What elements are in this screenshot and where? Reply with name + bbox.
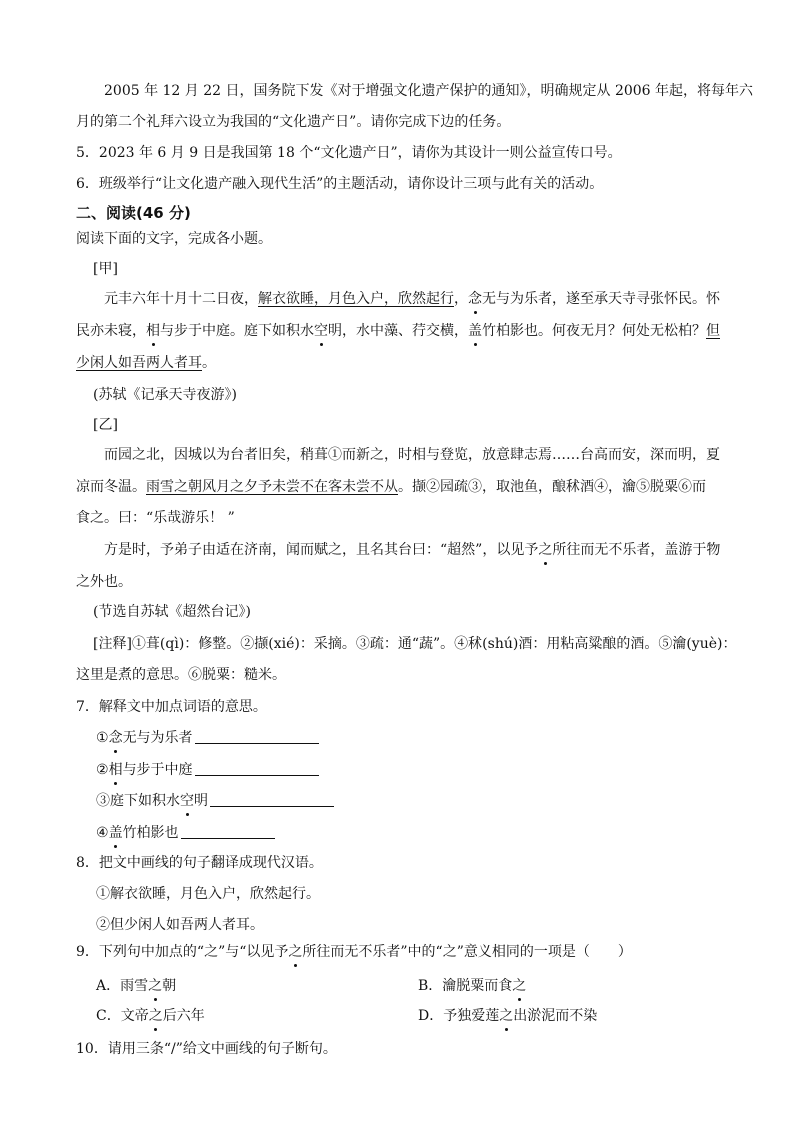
passage-yi-label: [乙] bbox=[93, 417, 118, 433]
answer-blank-1[interactable] bbox=[195, 727, 319, 744]
text-run: B．瀹脱粟而食 bbox=[418, 978, 513, 994]
text-run: 园疏 bbox=[440, 479, 468, 495]
text-run: 所往而无不乐者，盖游于物 bbox=[552, 542, 721, 558]
note-marker-2: ② bbox=[426, 479, 440, 495]
underlined-sentence-3: 雨雪之朝风月之夕予未尝不在客未尝不从 bbox=[146, 479, 398, 495]
section-2-instruction: 阅读下面的文字，完成各小题。 bbox=[76, 231, 272, 247]
note-marker-3: ③ bbox=[468, 479, 482, 495]
question-7-item-1 bbox=[96, 727, 319, 748]
option-a[interactable] bbox=[96, 976, 176, 996]
passage-jia-line-1 bbox=[104, 289, 720, 309]
text-run: 庭下如积水 bbox=[110, 793, 180, 809]
question-10: 10．请用三条“/”给文中画线的句子断句。 bbox=[76, 1041, 337, 1057]
text-run: 竹柏影也 bbox=[122, 825, 179, 841]
text-run: 而 bbox=[692, 479, 706, 495]
passage-jia-line-3 bbox=[76, 353, 216, 373]
answer-blank-2[interactable] bbox=[195, 759, 319, 776]
passage-yi-line-3: 食之。曰：“乐哉游乐！ ” bbox=[76, 510, 235, 526]
text-run: 无与为乐者，遂至承天寺寻张怀民。怀 bbox=[482, 291, 720, 307]
text-run: ，取池鱼，酿秫酒 bbox=[482, 479, 594, 495]
dotted-word-zhi: 之 bbox=[288, 944, 303, 960]
answer-blank-3[interactable] bbox=[210, 790, 334, 807]
text-run: 后六年 bbox=[162, 1008, 205, 1024]
text-run: 朝 bbox=[162, 978, 177, 994]
passage-yi-line-1 bbox=[104, 445, 720, 465]
answer-blank-4[interactable] bbox=[181, 822, 275, 839]
text-run: 方是时，予弟子由适在济南，闻而赋之，且名其台曰：“超然”，以见予 bbox=[104, 542, 539, 558]
text-run: 与步于中庭 bbox=[122, 762, 193, 778]
text-run: 无与为乐者 bbox=[122, 730, 193, 746]
text-run: 竹柏影也。何夜无月？何处无松柏？ bbox=[482, 323, 706, 339]
text-run: 明，水中藻、荇交横， bbox=[328, 323, 468, 339]
text-run: 而新之，时相与登览，放意肆志焉……台高而安，深而明，夏 bbox=[342, 447, 720, 463]
passage-yi-line-4 bbox=[104, 540, 720, 560]
question-8-sentence-2: ②但少闲人如吾两人者耳。 bbox=[96, 917, 264, 933]
dotted-word: 相 bbox=[108, 762, 123, 778]
underlined-sentence-2: 少闲人如吾两人者耳 bbox=[76, 355, 202, 371]
text-run: ， bbox=[454, 291, 468, 307]
section-2-title: 二、阅读(46 分) bbox=[76, 204, 191, 222]
dotted-word: 盖 bbox=[108, 825, 123, 841]
text-run: 而园之北，因城以为台者旧矣，稍葺 bbox=[104, 447, 328, 463]
dotted-word-kong: 空 bbox=[314, 323, 328, 339]
dotted-word-gai: 盖 bbox=[468, 323, 482, 339]
option-d[interactable] bbox=[418, 1006, 597, 1026]
item-number: ② bbox=[96, 762, 109, 778]
option-c[interactable] bbox=[96, 1006, 205, 1026]
dotted-word-zhi: 之 bbox=[148, 978, 163, 994]
question-7-item-4 bbox=[96, 822, 275, 843]
question-7-stem: 7．解释文中加点词语的意思。 bbox=[76, 699, 267, 715]
text-run: 明 bbox=[194, 793, 208, 809]
text-run: C．文帝 bbox=[96, 1008, 149, 1024]
intro-line-1: 2005 年 12 月 22 日，国务院下发《对于增强文化遗产保护的通知》，明确规定从 2006 年起，将每年六 bbox=[104, 83, 754, 99]
dotted-word: 念 bbox=[108, 730, 123, 746]
passage-jia-source: (苏轼《记承天寺夜游》) bbox=[93, 387, 237, 403]
intro-line-2: 月的第二个礼拜六设立为我国的“文化遗产日”。请你完成下边的任务。 bbox=[76, 114, 511, 130]
item-number: ④ bbox=[96, 825, 109, 841]
note-marker-4: ④ bbox=[594, 479, 608, 495]
question-8-sentence-1: ①解衣欲睡，月色入户，欣然起行。 bbox=[96, 886, 320, 902]
text-run: 9．下列句中加点的“之”与“以见予 bbox=[76, 944, 289, 960]
text-run: 元丰六年十月十二日夜， bbox=[104, 291, 258, 307]
text-run: 出淤泥而不染 bbox=[513, 1008, 598, 1024]
notes-line-2: 这里是煮的意思。⑥脱粟：糙米。 bbox=[76, 667, 286, 683]
notes-line-1: [注释]①葺(qì)：修整。②撷(xié)：采摘。③疏：通“蔬”。④秫(shú)酒：用粘高粱酿的酒。⑤瀹(yuè)： bbox=[93, 636, 737, 652]
underlined-sentence-2-start: 但 bbox=[706, 323, 720, 339]
text-run: 凉而冬温。 bbox=[76, 479, 146, 495]
underlined-sentence-1: 解衣欲睡，月色入户，欣然起行 bbox=[258, 291, 454, 307]
note-marker-6: ⑥ bbox=[678, 479, 692, 495]
dotted-word-zhi: 之 bbox=[148, 1008, 163, 1024]
text-run: 所往而无不乐者”中的“之”意义相同的一项是（ ） bbox=[302, 944, 632, 960]
dotted-word-nian: 念 bbox=[468, 291, 482, 307]
text-run: A．雨雪 bbox=[96, 978, 149, 994]
option-b[interactable] bbox=[418, 976, 526, 996]
dotted-word-zhi: 之 bbox=[538, 542, 553, 558]
passage-jia-label: [甲] bbox=[93, 261, 118, 277]
text-run: 脱粟 bbox=[650, 479, 678, 495]
note-marker-1: ① bbox=[328, 447, 342, 463]
text-run: D．予独爱莲 bbox=[418, 1008, 500, 1024]
question-7-item-2 bbox=[96, 759, 319, 780]
dotted-word-zhi: 之 bbox=[512, 978, 527, 994]
dotted-word: 空 bbox=[180, 793, 194, 809]
text-run: 民亦未寝， bbox=[76, 323, 146, 339]
passage-yi-source: (节选自苏轼《超然台记》) bbox=[93, 604, 251, 620]
dotted-word-zhi: 之 bbox=[499, 1008, 514, 1024]
item-number: ③ bbox=[96, 793, 110, 809]
question-6: 6．班级举行“让文化遗产融入现代生活”的主题活动，请你设计三项与此有关的活动。 bbox=[76, 176, 604, 192]
item-number: ① bbox=[96, 730, 109, 746]
passage-yi-line-2 bbox=[76, 477, 706, 497]
text-run: 与步于中庭。庭下如积水 bbox=[160, 323, 314, 339]
text-run: ，瀹 bbox=[608, 479, 636, 495]
text-run: 。撷 bbox=[398, 479, 426, 495]
question-7-item-3 bbox=[96, 790, 334, 811]
question-8-stem: 8．把文中画线的句子翻译成现代汉语。 bbox=[76, 855, 323, 871]
passage-jia-line-2 bbox=[76, 321, 720, 341]
text-run: 。 bbox=[202, 355, 216, 371]
question-9-stem bbox=[76, 942, 632, 962]
note-marker-5: ⑤ bbox=[636, 479, 650, 495]
passage-yi-line-5: 之外也。 bbox=[76, 574, 132, 590]
question-5: 5．2023 年 6 月 9 日是我国第 18 个“文化遗产日”，请你为其设计一则公益宣传口号。 bbox=[76, 145, 622, 161]
dotted-word-xiang: 相 bbox=[146, 323, 160, 339]
